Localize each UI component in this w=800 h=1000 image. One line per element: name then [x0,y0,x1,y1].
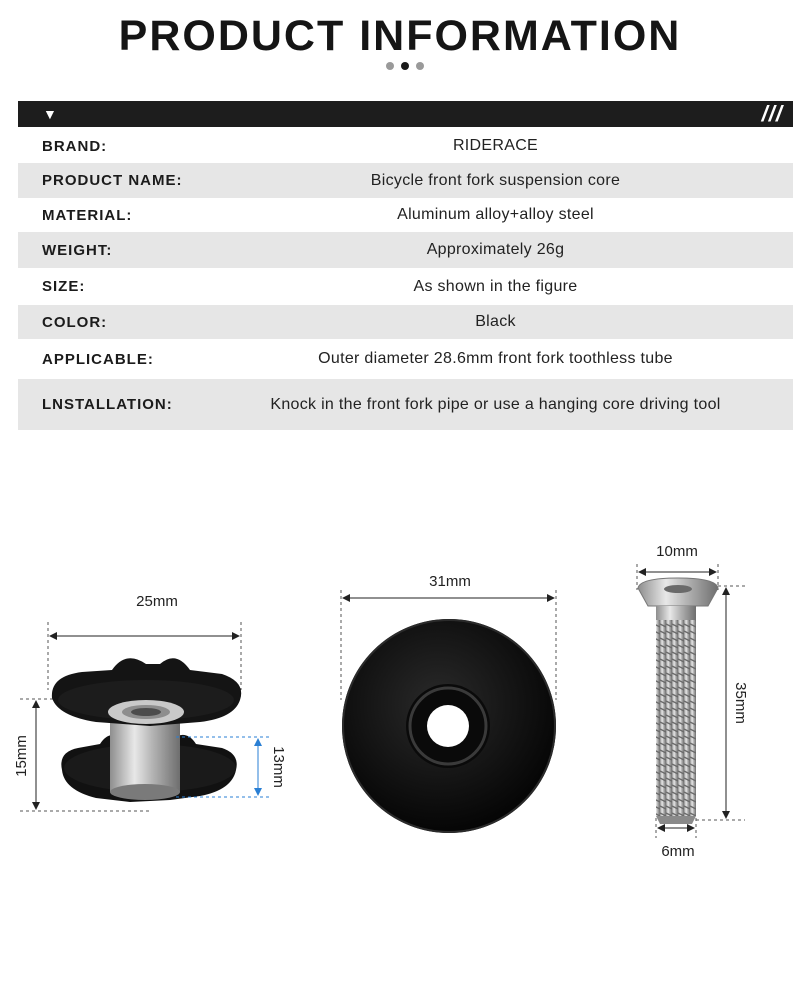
spec-value: Approximately 26g [426,241,565,258]
spec-table [18,129,793,430]
carousel-dot-active[interactable] [401,62,409,70]
spec-value: As shown in the figure [413,277,578,295]
star-nut-core [13,593,287,811]
page-title: PRODUCT INFORMATION [118,12,682,60]
spec-label: MATERIAL: [42,206,133,224]
spec-label: PRODUCT NAME: [42,172,183,189]
product-dimension-diagram [0,500,800,900]
spec-value: Outer diameter 28.6mm front fork toothless tube [318,350,673,367]
spec-row-weight [18,232,793,268]
cap-diameter-label: 31mm [429,573,471,590]
spec-row-installation [18,379,793,430]
carousel-dots [386,61,426,71]
spec-row-product-name [18,163,793,198]
carousel-dot[interactable] [386,62,394,70]
carousel-dot[interactable] [416,62,424,70]
core-inner-label: 13mm [270,746,287,788]
spec-value: Knock in the front fork pipe or use a hanging core driving tool [270,395,721,413]
section-header-bar [18,101,793,127]
spec-value: RIDERACE [452,137,539,154]
spec-row-size [18,268,793,305]
bolt-length-label: 35mm [732,682,749,724]
bolt-head-label: 10mm [656,543,698,560]
spec-row-material [18,198,793,232]
spec-label: APPLICABLE: [42,350,154,368]
spec-row-brand [18,129,793,163]
bolt [637,543,749,860]
slash-decoration-icon: /// [761,101,783,126]
top-cap [341,573,556,833]
spec-row-applicable [18,339,793,379]
core-width-label: 25mm [136,593,178,610]
spec-label: SIZE: [42,278,86,295]
spec-label: BRAND: [42,137,108,155]
spec-label: WEIGHT: [42,241,113,259]
spec-row-color [18,305,793,339]
triangle-down-icon: ▼ [43,106,57,122]
spec-label: COLOR: [42,313,108,331]
spec-value: Black [475,313,516,330]
spec-value: Aluminum alloy+alloy steel [397,206,594,223]
spec-label: LNSTALLATION: [42,396,173,413]
core-height-label: 15mm [13,735,30,777]
bolt-thread-label: 6mm [661,843,695,860]
spec-value: Bicycle front fork suspension core [370,171,621,189]
